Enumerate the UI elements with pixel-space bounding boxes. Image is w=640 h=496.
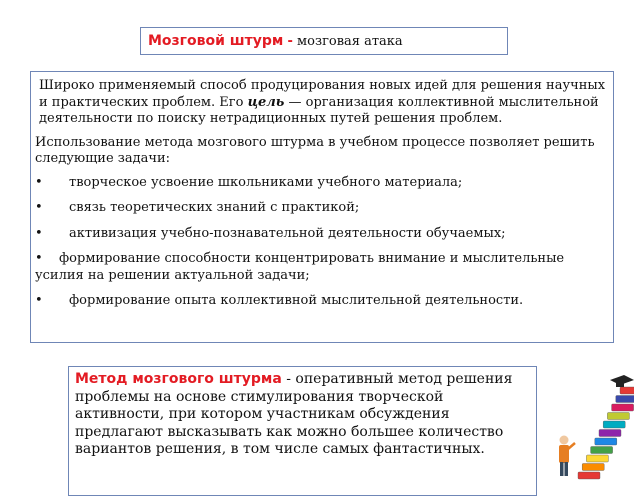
main-text-box	[30, 71, 614, 343]
title-box	[140, 27, 508, 55]
book-step	[586, 455, 608, 462]
task-item	[35, 175, 607, 192]
title-definition: мозговая атака	[297, 34, 403, 49]
method-term: Метод мозгового штурма	[75, 371, 282, 387]
graduate-figure	[568, 443, 575, 449]
task-item	[35, 293, 607, 310]
graduation-cap-icon	[616, 383, 624, 387]
book-step	[578, 472, 600, 479]
task-text: активизация учебно-познавательной деятельности обучаемых;	[69, 225, 506, 241]
graduate-figure	[560, 462, 564, 476]
method-box	[68, 366, 537, 496]
book-step	[591, 447, 613, 454]
book-step	[599, 430, 621, 437]
book-step	[612, 404, 634, 411]
bullet-icon: •	[35, 174, 43, 190]
task-text: формирование опыта коллективной мыслительной деятельности.	[69, 293, 524, 308]
book-step	[595, 438, 617, 445]
title-dash: -	[287, 34, 293, 49]
stairs-of-books-graduate-icon	[548, 372, 634, 480]
intro-after: — организация коллективной мыслительной деятельности по поиску нетрадиционных путей решения проблем.	[39, 94, 599, 126]
bullet-icon: •	[35, 293, 43, 308]
graduate-figure	[565, 462, 569, 476]
intro-paragraph	[35, 78, 607, 128]
bullet-icon: •	[35, 225, 43, 241]
bullet-icon: •	[35, 200, 43, 215]
task-item	[35, 200, 607, 217]
intro-goal: цель	[247, 94, 285, 110]
book-step	[616, 396, 634, 403]
task-text: формирование способности концентрировать внимание и мыслительные усилия на решении актуальной задачи;	[35, 251, 565, 283]
book-step	[582, 464, 604, 471]
task-text: творческое усвоение школьниками учебного материала;	[69, 174, 463, 190]
book-step	[620, 387, 634, 394]
title-term: Мозговой штурм	[148, 33, 284, 49]
graduate-figure	[560, 436, 569, 445]
task-item	[35, 226, 607, 243]
task-text: связь теоретических знаний с практикой;	[69, 200, 360, 215]
method-text: - оперативный метод решения проблемы на основе стимулирования творческой активности, при котором участникам обсуждения предлагают высказывать как можно большее количество вариантов решения, в том числе самых фантастичных.	[75, 371, 513, 457]
graduate-figure	[559, 445, 569, 463]
usage-paragraph: Использование метода мозгового штурма в учебном процессе позволяет решить следующие задачи:	[35, 134, 595, 166]
task-item	[35, 251, 607, 284]
intro-before: Широко применяемый способ продуцирования новых идей для решения научных и практических проблем. Его	[39, 78, 606, 110]
book-step	[607, 413, 629, 420]
bullet-icon: •	[35, 251, 43, 266]
book-step	[603, 421, 625, 428]
